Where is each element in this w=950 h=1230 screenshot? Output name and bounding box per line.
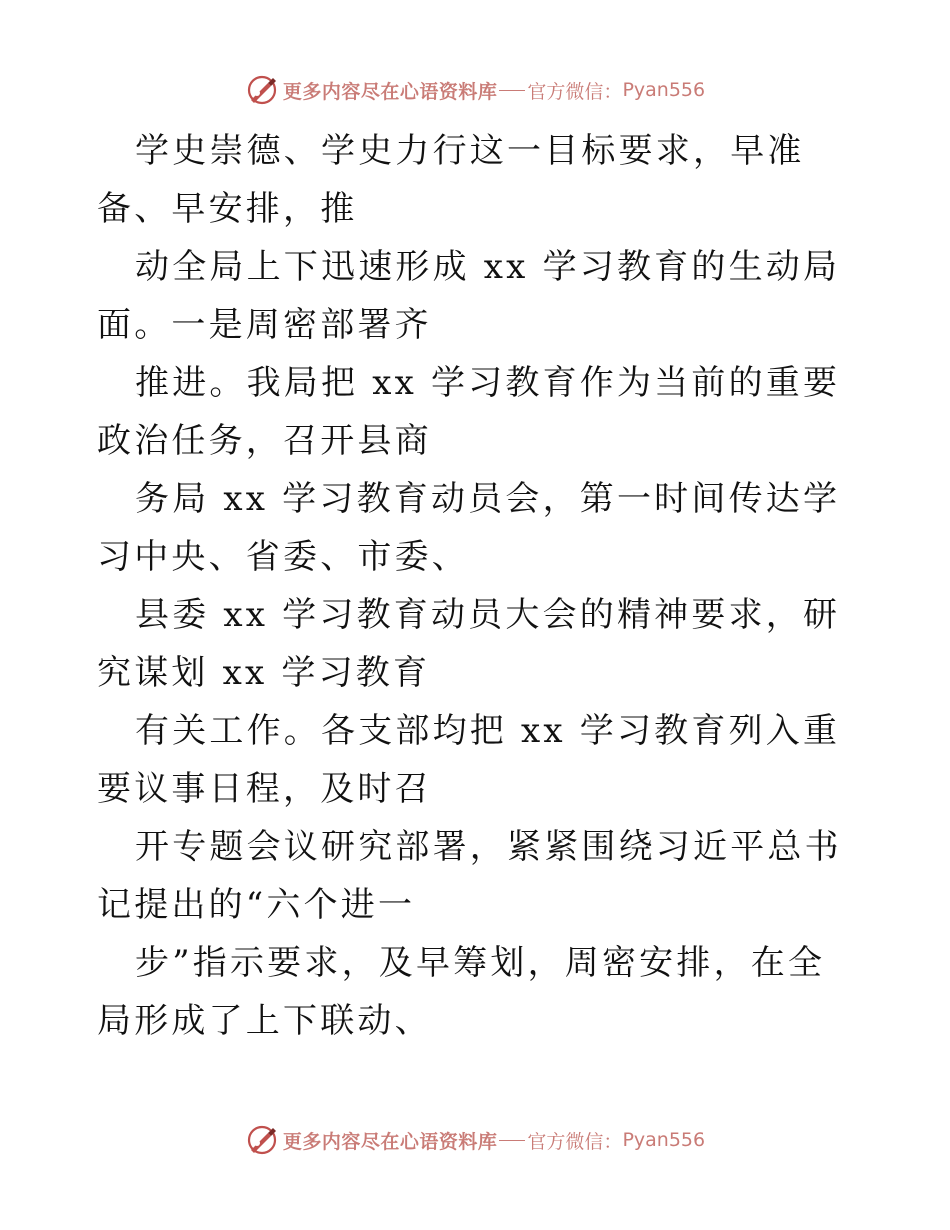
watermark-main-text: 更多内容尽在心语资料库: [282, 1130, 498, 1153]
document-body: [97, 122, 857, 1050]
pen-logo-icon: [245, 1123, 279, 1157]
watermark-sub-text: 官方微信：: [527, 80, 623, 103]
paragraph: 有关工作。各支部均把 xx 学习教育列入重要议事日程，及时召: [97, 711, 841, 809]
paragraph: 学史崇德、学史力行这一目标要求，早准备、早安排，推: [97, 131, 805, 229]
paragraph: 步”指示要求，及早筹划，周密安排，在全局形成了上下联动、: [97, 943, 826, 1041]
paragraph: 动全局上下迅速形成 xx 学习教育的生动局面。一是周密部署齐: [97, 247, 841, 345]
footer-watermark: [0, 1120, 950, 1160]
pen-logo-icon: [245, 73, 279, 107]
watermark-sub-text: 官方微信：: [527, 1130, 623, 1153]
paragraph: 务局 xx 学习教育动员会，第一时间传达学习中央、省委、市委、: [97, 479, 841, 577]
watermark-id-text: Pyan556: [622, 1129, 706, 1151]
watermark-id-text: Pyan556: [622, 79, 706, 101]
header-watermark: [0, 70, 950, 110]
paragraph: 推进。我局把 xx 学习教育作为当前的重要政治任务，召开县商: [97, 363, 841, 461]
watermark-dash: [499, 1140, 525, 1141]
watermark-main-text: 更多内容尽在心语资料库: [282, 80, 498, 103]
watermark-dash: [499, 90, 525, 91]
paragraph: 开专题会议研究部署，紧紧围绕习近平总书记提出的“六个进一: [97, 827, 842, 925]
paragraph: 县委 xx 学习教育动员大会的精神要求，研究谋划 xx 学习教育: [97, 595, 841, 693]
